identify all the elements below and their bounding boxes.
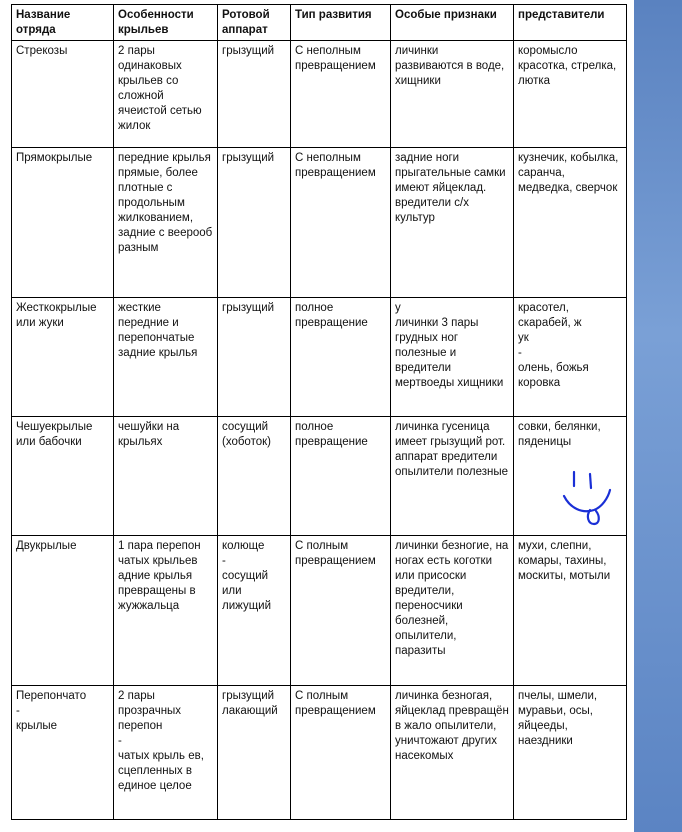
cell-wing-features: жесткие передние и перепончатые задние крылья: [114, 298, 218, 417]
table-row: [12, 41, 627, 148]
cell-mouthparts: грызущий лакающий: [218, 686, 291, 820]
cell-wing-features: 2 пары одинаковых крыльев со сложной ячеистой сетью жилок: [114, 41, 218, 148]
cell-order-name: Перепончато - крылые: [12, 686, 114, 820]
cell-special-features: личинки безногие, на ногах есть коготки или присоски вредители, переносчики болезней, опылители, паразиты: [391, 536, 514, 686]
window-side-background: [634, 0, 682, 832]
cell-special-features: личинки развиваются в воде, хищники: [391, 41, 514, 148]
cell-mouthparts: колюще - сосущий или лижущий: [218, 536, 291, 686]
cell-wing-features: передние крылья прямые, более плотные с продольным жилкованием, задние с веерооб разным: [114, 148, 218, 298]
cell-representatives: кузнечик, кобылка, саранча, медведка, сверчок: [514, 148, 627, 298]
insect-orders-table: [11, 4, 627, 820]
cell-development-type: С полным превращением: [291, 536, 391, 686]
cell-order-name: Двукрылые: [12, 536, 114, 686]
cell-special-features: личинка безногая, яйцеклад превращён в жало опылители, уничтожают других насекомых: [391, 686, 514, 820]
cell-special-features: личинка гусеница имеет грызущий рот. аппарат вредители опылители полезные: [391, 417, 514, 536]
cell-order-name: Прямокрылые: [12, 148, 114, 298]
cell-representatives: красотел, скарабей, ж ук - олень, божья коровка: [514, 298, 627, 417]
cell-wing-features: 2 пары прозрачных перепон - чатых крыль ев, сцепленных в единое целое: [114, 686, 218, 820]
cell-development-type: С неполным превращением: [291, 41, 391, 148]
cell-mouthparts: грызущий: [218, 148, 291, 298]
cell-development-type: С полным превращением: [291, 686, 391, 820]
cell-development-type: полное превращение: [291, 298, 391, 417]
table-row: [12, 417, 627, 536]
table-row: [12, 686, 627, 820]
table-row: [12, 298, 627, 417]
cell-order-name: Жесткокрылые или жуки: [12, 298, 114, 417]
cell-order-name: Чешуекрылые или бабочки: [12, 417, 114, 536]
table-row: [12, 148, 627, 298]
cell-representatives: совки, белянки, пяденицы: [514, 417, 627, 536]
cell-representatives: коромысло красотка, стрелка, лютка: [514, 41, 627, 148]
table-row: [12, 536, 627, 686]
cell-special-features: у личинки 3 пары грудных ног полезные и вредители мертвоеды хищники: [391, 298, 514, 417]
cell-development-type: С неполным превращением: [291, 148, 391, 298]
cell-mouthparts: грызущий: [218, 41, 291, 148]
header-mouthparts: Ротовой аппарат: [218, 5, 291, 41]
header-order-name: Название отряда: [12, 5, 114, 41]
cell-mouthparts: сосущий (хоботок): [218, 417, 291, 536]
cell-wing-features: 1 пара перепон чатых крыльев адние крылья превращены в жужжальца: [114, 536, 218, 686]
header-special-features: Особые признаки: [391, 5, 514, 41]
header-development-type: Тип развития: [291, 5, 391, 41]
header-wing-features: Особенности крыльев: [114, 5, 218, 41]
cell-order-name: Стрекозы: [12, 41, 114, 148]
cell-representatives: пчелы, шмели, муравьи, осы, яйцееды, наездники: [514, 686, 627, 820]
header-representatives: представители: [514, 5, 627, 41]
cell-wing-features: чешуйки на крыльях: [114, 417, 218, 536]
hand-drawn-smiley-icon: [560, 468, 616, 528]
header-row: [12, 5, 627, 41]
cell-special-features: задние ноги прыгательные самки имеют яйцеклад. вредители с/х культур: [391, 148, 514, 298]
cell-mouthparts: грызущий: [218, 298, 291, 417]
cell-development-type: полное превращение: [291, 417, 391, 536]
cell-representatives: мухи, слепни, комары, тахины, москиты, мотыли: [514, 536, 627, 686]
